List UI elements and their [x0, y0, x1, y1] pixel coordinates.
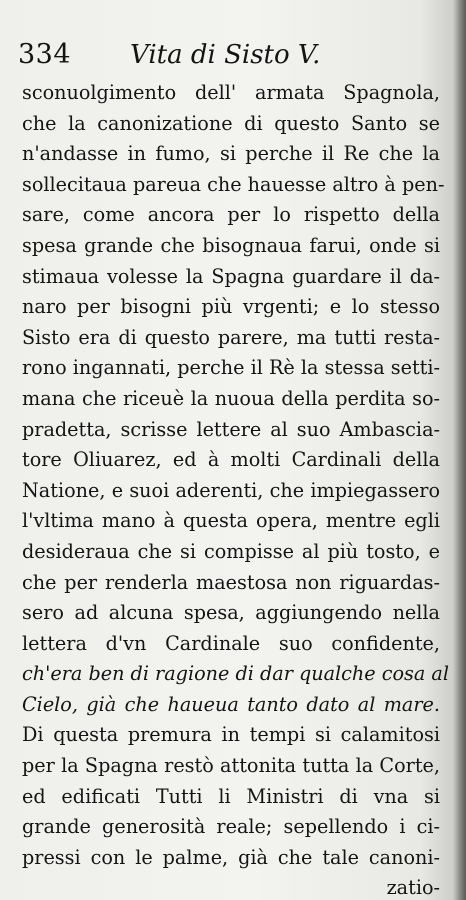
text-line: desideraua che si compisse al più tosto, e	[22, 539, 440, 563]
text-line: Natione, e suoi aderenti, che impiegassero	[22, 478, 440, 502]
text-line: n'andasse in fumo, si perche il Re che la	[22, 142, 440, 166]
text-line: pressi con le palme, già che tale canoni-	[22, 845, 440, 869]
text-line: naro per bisogni più vrgenti; e lo stesso	[22, 295, 440, 319]
running-title: Vita di Sisto V.	[130, 40, 321, 70]
text-line: sero ad alcuna spesa, aggiungendo nella	[22, 601, 440, 625]
text-line: tore Oliuarez, ed à molti Cardinali della	[22, 448, 440, 472]
text-line: che la canonizatione di questo Santo se	[22, 111, 440, 135]
text-line: spesa grande che bisognaua farui, onde si	[22, 233, 440, 257]
text-line: rono ingannati, perche il Rè la stessa setti-	[22, 356, 440, 380]
text-line: l'vltima mano à questa opera, mentre egli	[22, 509, 440, 533]
text-line: sare, come ancora per lo rispetto della	[22, 203, 440, 227]
text-line: ed edificati Tutti li Ministri di vna si	[22, 784, 440, 808]
text-line: zatio-	[386, 876, 440, 900]
body-text	[22, 78, 449, 900]
text-line: Cielo, già che haueua tanto dato al mare.	[22, 692, 440, 716]
text-line: ch'era ben di ragione di dar qualche cosa al	[22, 662, 449, 686]
text-line: che per renderla maestosa non riguardas-	[22, 570, 440, 594]
text-line: grande generosità reale; sepellendo i ci-	[22, 815, 440, 839]
page-edge-shadow	[454, 0, 466, 900]
page-number: 334	[18, 39, 72, 70]
text-line: Di questa premura in tempi si calamitosi	[22, 723, 440, 747]
text-line: Sisto era di questo parere, ma tutti resta-	[22, 325, 440, 349]
text-line: lettera d'vn Cardinale suo confidente,	[22, 631, 440, 655]
text-line: mana che riceuè la nuoua della perdita so-	[22, 386, 440, 410]
text-line: per la Spagna restò attonita tutta la Corte,	[22, 754, 440, 778]
text-line: pradetta, scrisse lettere al suo Ambascia-	[22, 417, 440, 441]
text-line: stimaua volesse la Spagna guardare il da-	[22, 264, 440, 288]
text-line: sconuolgimento dell' armata Spagnola,	[22, 81, 440, 104]
page-header	[18, 38, 438, 72]
text-line: sollecitaua pareua che hauesse altro à pen-	[22, 172, 445, 196]
